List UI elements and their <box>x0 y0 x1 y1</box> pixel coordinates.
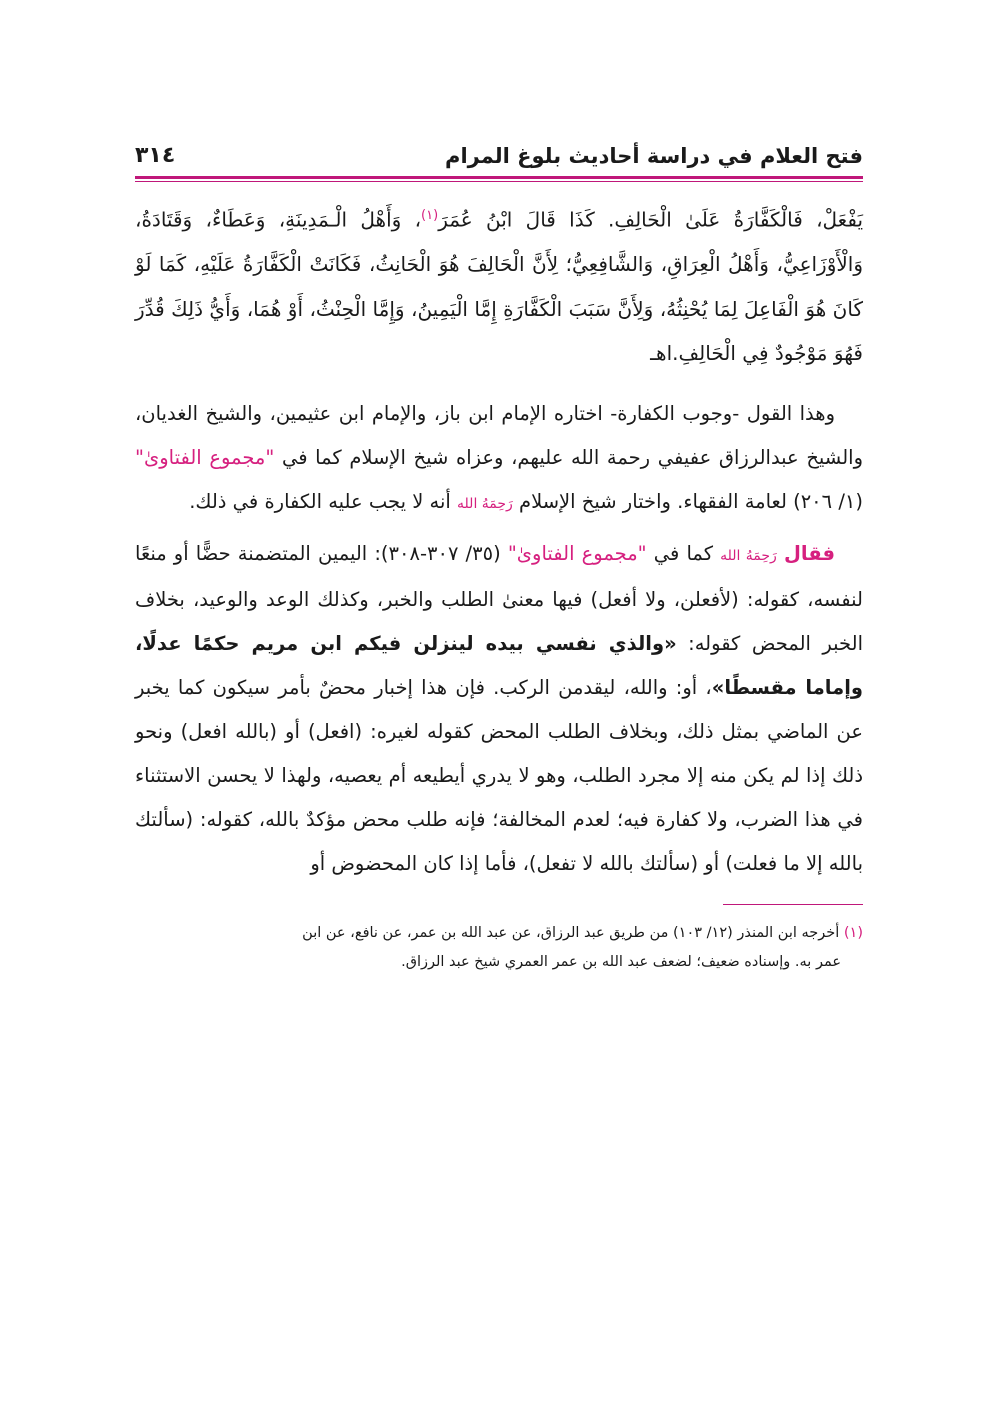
footnote <box>135 919 863 977</box>
footnote-number: (١) <box>843 924 863 941</box>
footnote-line-2: عمر به. وإسناده ضعيف؛ لضعف عبد الله بن عمر العمري شيخ عبد الرزاق. <box>401 953 841 970</box>
para1-text-a: وهذا القول -وجوب الكفارة- اختاره الإمام ابن باز، والإمام ابن عثيمين، والشيخ الغديان، والشيخ عبدالرزاق عفيفي رحمة الله عليهم، وعزاه شيخ الإسلام كما في <box>135 401 863 469</box>
page-number: ٣١٤ <box>135 143 176 168</box>
footnote-rule <box>723 904 863 905</box>
passage-text-a: يَفْعَلْ، فَالْكَفَّارَةُ عَلَىٰ الْحَالِفِ. كَذَا قَالَ ابْنُ عُمَرَ <box>438 207 864 232</box>
footnote-line-1: أخرجه ابن المنذر (١٢/ ١٠٣) من طريق عبد الرزاق، عن عبد الله بن عمر، عن نافع، عن ابن <box>302 924 844 941</box>
para2-lead-word: فقال <box>783 541 835 565</box>
passage-text-b: ، وَأَهْلُ الْـمَدِينَةِ، وَعَطَاءٌ، وَقَتَادَةُ، وَالْأَوْزَاعِيُّ، وَأَهْلُ الْعِرَاقِ، وَالشَّافِعِيُّ؛ لِأَنَّ الْحَالِفَ هُوَ الْحَانِثُ، فَكَانَتْ الْكَفَّارَةُ عَلَيْهِ، كَمَا لَوْ كَانَ هُوَ الْفَاعِلَ لِمَا يُحْنِثُهُ، وَلِأَنَّ سَبَبَ الْكَفَّارَةِ إِمَّا الْيَمِينُ، وَإِمَّا الْحِنْثُ، أَوْ هُمَا، وَأَيُّ ذَلِكَ قُدِّرَ فَهُوَ مَوْجُودٌ فِي الْحَالِفِ.اهـ <box>135 207 863 366</box>
book-page <box>135 120 863 977</box>
paragraph-2 <box>135 532 863 886</box>
header-rule <box>135 176 863 182</box>
para1-honorific: رَحِمَهُ الله <box>457 495 513 512</box>
running-header <box>135 120 863 168</box>
quoted-passage <box>135 194 863 376</box>
running-title: فتح العلام في دراسة أحاديث بلوغ المرام <box>445 144 863 168</box>
hadith-quote: «والذي نفسي بيده لينزلن فيكم ابن مريم حكمًا عدلًا، وإماما مقسطًا» <box>135 631 864 699</box>
para2-book-title: "مجموع الفتاوىٰ" <box>507 541 647 565</box>
para2-text-a: كما في <box>646 541 721 565</box>
para2-text-c: ، أو: والله، ليقدمن الركب. فإن هذا إخبار محضٌ بأمر سيكون كما يخبر عن الماضي بمثل ذلك، وبخلاف الطلب المحض كقوله لغيره: (افعل) أو (بالله افعل) ونحو ذلك إذا لم يكن منه إلا مجرد الطلب، وهو لا يدري أيطيعه أم يعصيه، ولهذا لا يحسن الاستثناء في هذا الضرب، ولا كفارة فيه؛ لعدم المخالفة؛ فإنه طلب محض مؤكدٌ بالله، كقوله: (سألتك بالله إلا ما فعلت) أو (سألتك بالله لا تفعل)، فأما إذا كان المحضوض أو <box>135 675 863 875</box>
footnote-marker[interactable]: (١) <box>421 208 439 223</box>
para1-book-title: "مجموع الفتاوىٰ" <box>135 445 275 469</box>
para2-honorific: رَحِمَهُ الله <box>720 547 777 564</box>
para2-text-b: (٣٥/ ٣٠٧-٣٠٨): اليمين المتضمنة حضًّا أو منعًا لنفسه، كقوله: (لأفعلن، ولا أفعل) فيها معنىٰ الطلب والخبر، وكذلك الوعد والوعيد، بخلاف الخبر المحض كقوله: <box>135 541 863 655</box>
para1-text-c: أنه لا يجب عليه الكفارة في ذلك. <box>189 489 458 513</box>
para1-text-b: (١/ ٢٠٦) لعامة الفقهاء. واختار شيخ الإسلام <box>512 489 863 513</box>
paragraph-1 <box>135 392 863 526</box>
